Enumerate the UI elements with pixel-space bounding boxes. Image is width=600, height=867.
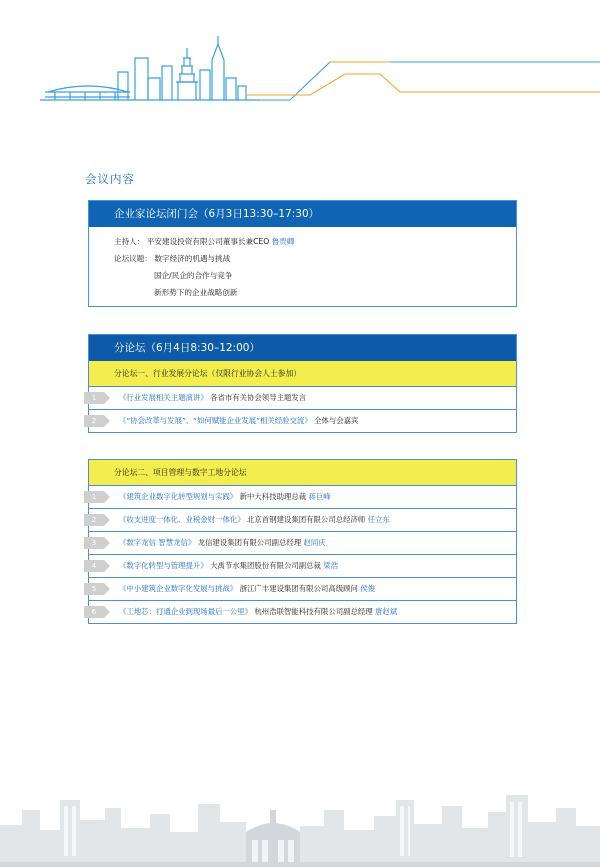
item-speaker: 浙江广丰建设集团有限公司高级顾问	[239, 584, 358, 593]
closed-session-panel	[88, 200, 517, 307]
item-topic: 《数字龙信 智慧龙信》	[119, 538, 196, 547]
host-label: 主持人：	[114, 237, 145, 246]
item-number: 3	[84, 537, 104, 549]
list-item	[89, 555, 516, 578]
top-skyline-decoration	[0, 0, 600, 110]
item-number: 2	[84, 514, 104, 526]
item-topic: 《工地芯：打通企业到现场最后一公里》	[119, 607, 253, 616]
bottom-skyline-decoration	[0, 770, 600, 867]
topic-item: 数字经济的机遇与挑战	[154, 254, 231, 263]
item-topic: 《行业发展相关主题演讲》	[119, 393, 208, 402]
item-speaker: 北京首钢建设集团有限公司总经济师	[247, 515, 366, 524]
host-org: 平安建设投资有限公司董事长兼CEO	[146, 237, 270, 246]
item-name: 侯俊	[360, 584, 376, 593]
section-title: 会议内容	[85, 172, 135, 186]
item-speaker: 各省市有关协会领导主题发言	[210, 393, 307, 402]
topic-label: 论坛议题：	[114, 254, 152, 263]
item-speaker: 龙信建设集团有限公司副总经理	[197, 538, 302, 547]
item-number: 2	[84, 415, 104, 427]
item-topic: 《收支进度一体化、业税金财一体化》	[119, 515, 245, 524]
list-item	[89, 486, 516, 509]
topic-row	[114, 250, 516, 267]
list-item	[89, 387, 516, 410]
sub-forum-two-panel	[88, 459, 517, 624]
item-number: 5	[84, 583, 104, 595]
forum-two-title: 分论坛二、项目管理与数字工地分论坛	[89, 460, 516, 486]
topic-item: 国企/民企的合作与竞争	[154, 271, 233, 280]
list-item	[89, 601, 516, 623]
host-name: 鲁贵卿	[271, 237, 295, 246]
item-name: 任立东	[367, 515, 390, 524]
topic-item: 新形势下的企业战略创新	[154, 288, 238, 297]
sub-forums-header: 分论坛（6月4日8:30–12:00）	[89, 335, 516, 361]
host-row	[114, 233, 516, 250]
item-speaker: 大禹节水集团股份有限公司副总裁	[210, 561, 321, 570]
item-name: 赵同庆	[303, 538, 326, 547]
sub-forum-one-panel	[88, 334, 517, 433]
item-name: 唐赵斌	[375, 607, 398, 616]
list-item	[89, 410, 516, 432]
list-item	[89, 509, 516, 532]
item-topic: 《建筑企业数字化转型规划与实践》	[119, 492, 238, 501]
item-number: 1	[84, 491, 104, 503]
item-name: 梁浩	[323, 561, 339, 570]
closed-session-header: 企业家论坛闭门会（6月3日13:30–17:30）	[89, 201, 516, 227]
item-topic: 《中小建筑企业数字化发展与挑战》	[119, 584, 238, 593]
item-topic: 《“协会改革与发展”、“如何赋能企业发展”相关经验交流》	[119, 416, 312, 425]
item-name: 蒋巨峰	[308, 492, 331, 501]
item-number: 6	[84, 606, 104, 618]
item-speaker: 新中大科技助理总裁	[239, 492, 307, 501]
item-number: 4	[84, 560, 104, 572]
item-number: 1	[84, 392, 104, 404]
item-topic: 《数字化转型与管理提升》	[119, 561, 208, 570]
list-item	[89, 532, 516, 555]
forum-one-title: 分论坛一、行业发展分论坛（仅限行业协会人士参加）	[89, 361, 516, 387]
item-speaker: 全体与会嘉宾	[314, 416, 359, 425]
item-speaker: 杭州浩联智能科技有限公司副总经理	[254, 607, 373, 616]
list-item	[89, 578, 516, 601]
